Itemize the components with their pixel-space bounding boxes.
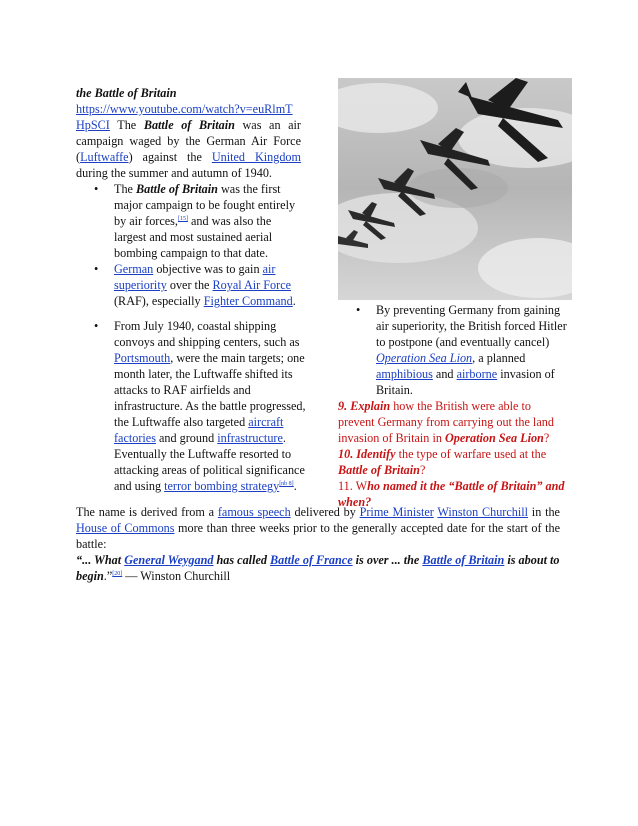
- amphibious-link[interactable]: amphibious: [376, 367, 433, 381]
- general-weygand-link[interactable]: General Weygand: [124, 553, 214, 567]
- prime-minister-link[interactable]: Prime Minister: [359, 505, 434, 519]
- question-9: 9. Explain how the British were able to prevent Germany from carrying out the land invasion of Britain in Operation Sea Lion?: [338, 399, 554, 445]
- bullet-list-1: [76, 181, 301, 309]
- name-origin-text: The name is derived from a famous speech delivered by Prime Minister Winston Churchill in the House of Commons more than three weeks prior to the generally accepted date for the start of the battle:: [76, 505, 560, 551]
- bullet-icon: •: [94, 319, 99, 333]
- luftwaffe-link[interactable]: Luftwaffe: [80, 150, 129, 164]
- question-10: 10. Identify the type of warfare used at the Battle of Britain?: [338, 447, 547, 477]
- aircraft-factories-link[interactable]: aircraft factories: [114, 415, 284, 445]
- bullet-icon: •: [94, 262, 99, 276]
- bomber-formation-photo: [338, 78, 572, 300]
- citation-link[interactable]: [20]: [112, 570, 123, 577]
- questions-block: [338, 398, 570, 510]
- air-superiority-link[interactable]: air superiority: [114, 262, 276, 292]
- left-lower-column: [76, 318, 310, 494]
- bullet-list-2: [76, 318, 310, 494]
- citation-link[interactable]: [nb 8]: [279, 480, 294, 487]
- intro-title: the Battle of Britain: [76, 86, 177, 100]
- famous-speech-link[interactable]: famous speech: [217, 505, 291, 519]
- battle-of-britain-link[interactable]: Battle of Britain: [422, 553, 505, 567]
- airborne-link[interactable]: airborne: [456, 367, 498, 381]
- list-item: • By preventing Germany from gaining air superiority, the British forced Hitler to postpone (and eventually cancel) Operation Sea Lion, a planned amphibious and airborne invasion of Britain.: [356, 303, 567, 397]
- royal-air-force-link[interactable]: Royal Air Force: [212, 278, 292, 292]
- bottom-paragraph: [76, 504, 560, 584]
- list-item: • German objective was to gain air superiority over the Royal Air Force (RAF), especially Fighter Command.: [94, 262, 296, 308]
- united-kingdom-link[interactable]: United Kingdom: [211, 150, 301, 164]
- list-item: • From July 1940, coastal shipping convoys and shipping centers, such as Portsmouth, were the main targets; one month later, the Luftwaffe shifted its attacks to RAF airfields and infrastructure. As the battle progressed, the Luftwaffe also targeted aircraft factories and ground infrastructure. Eventually the Luftwaffe resorted to attacking areas of political significance and using terror bombing strategy[nb 8].: [94, 319, 306, 493]
- intro-column: [76, 85, 301, 309]
- bullet-icon: •: [356, 303, 361, 317]
- house-of-commons-link[interactable]: House of Commons: [76, 521, 175, 535]
- terror-bombing-link[interactable]: terror bombing strategy: [164, 479, 280, 493]
- bullet-icon: •: [94, 182, 99, 196]
- infrastructure-link[interactable]: infrastructure: [217, 431, 283, 445]
- portsmouth-link[interactable]: Portsmouth: [114, 351, 171, 365]
- winston-churchill-link[interactable]: Winston Churchill: [437, 505, 529, 519]
- battle-of-france-link[interactable]: Battle of France: [270, 553, 353, 567]
- churchill-quote: “... What General Weygand has called Battle of France is over ... the Battle of Britain is about to begin.”[20] — Winston Churchill: [76, 553, 560, 583]
- german-link[interactable]: German: [114, 262, 154, 276]
- list-item: • The Battle of Britain was the first major campaign to be fought entirely by air forces,[15] and was also the largest and most sustained aerial bombing campaign to that date.: [94, 182, 296, 260]
- youtube-link[interactable]: https://www.youtube.com/watch?v=euRlmTHpSCI: [76, 102, 293, 132]
- intro-paragraph: the Battle of Britain https://www.youtube.com/watch?v=euRlmTHpSCI The Battle of Britain was an air campaign waged by the German Air Force (Luftwaffe) against the United Kingdom during the summer and autumn of 1940.: [76, 86, 301, 180]
- bomber-photo-svg: [338, 78, 572, 300]
- question-11: 11. Who named it the “Battle of Britain” and when?: [338, 479, 565, 509]
- fighter-command-link[interactable]: Fighter Command: [203, 294, 293, 308]
- bullet-list-3: [338, 302, 570, 398]
- right-column: [338, 302, 570, 510]
- operation-sea-lion-link[interactable]: Operation Sea Lion: [376, 351, 473, 365]
- citation-link[interactable]: [15]: [177, 215, 188, 222]
